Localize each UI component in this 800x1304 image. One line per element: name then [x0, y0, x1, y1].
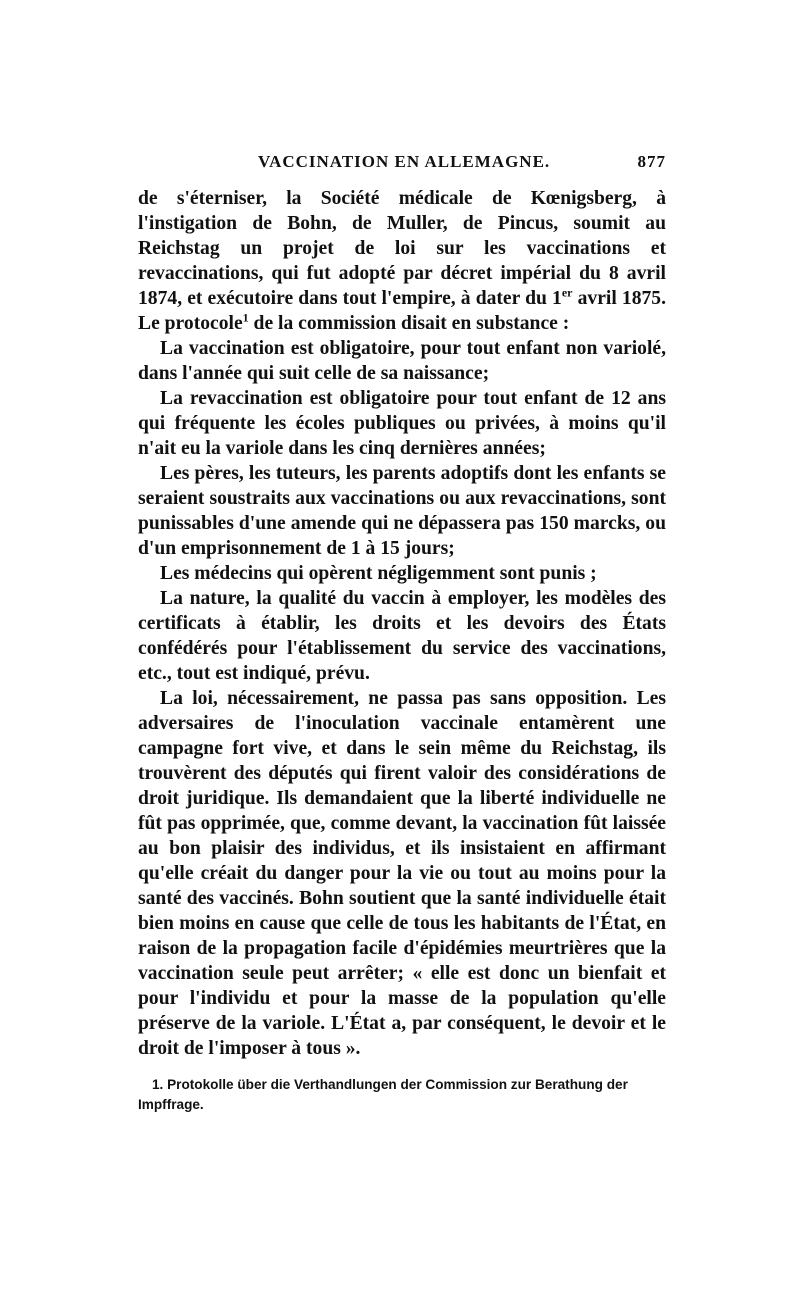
superscript-er: er: [561, 285, 573, 300]
paragraph-text: avril 1875. Le protocole: [138, 288, 666, 334]
body-text: [138, 186, 666, 1061]
paragraph-text: de la commission disait en substance :: [248, 313, 570, 334]
footnote-marker: 1: [242, 310, 249, 325]
footnote: 1. Protokolle über die Verthandlungen der Commission zur Berathung der Impffrage.: [138, 1077, 628, 1112]
paragraph-revaccination: La revaccination est obligatoire pour tout enfant de 12 ans qui fréquente les écoles publiques ou privées, à moins qu'il n'ait eu la variole dans les cinq dernières années;: [138, 388, 666, 459]
paragraph-vaccine-nature: La nature, la qualité du vaccin à employer, les modèles des certificats à établir, les droits et les devoirs des États confédérés pour l'établissement du service des vaccinations, etc., tout est indiqué, prévu.: [138, 588, 666, 684]
paragraph-continued: [138, 186, 666, 336]
running-head: [138, 152, 666, 186]
paragraph-text: de s'éterniser, la Société médicale de Kœnigsberg, à l'instigation de Bohn, de Muller, de Pincus, soumit au Reichstag un projet de loi sur les vaccinations et revaccinations, qui fut adopté par décret impérial du 8 avril 1874, et exécutoire dans tout l'empire, à dater du 1: [138, 188, 666, 309]
paragraph-opposition: La loi, nécessairement, ne passa pas sans opposition. Les adversaires de l'inoculation vaccinale entamèrent une campagne fort vive, et dans le sein même du Reichstag, ils trouvèrent des députés qui firent valoir des considérations de droit juridique. Ils demandaient que la liberté individuelle ne fût pas opprimée, que, comme devant, la vaccination fût laissée au bon plaisir des individus, et ils insistaient en affirmant qu'elle créait du danger pour la vie ou tout au moins pour la santé des vaccinés. Bohn soutient que la santé individuelle était bien moins en cause que celle de tous les habitants de l'État, en raison de la propagation facile d'épidémies meurtrières que la vaccination seule peut arrêter; « elle est donc un bienfait et pour l'individu et pour la masse de la population qu'elle préserve de la variole. L'État a, par conséquent, le devoir et le droit de l'imposer à tous ».: [138, 688, 666, 1059]
paragraph-penalties: Les pères, les tuteurs, les parents adoptifs dont les enfants se seraient soustraits aux vaccinations ou aux revaccinations, sont punissables d'une amende qui ne dépassera pas 150 marcks, ou d'un emprisonnement de 1 à 15 jours;: [138, 463, 666, 559]
book-page: [138, 152, 666, 1115]
paragraph-physicians: Les médecins qui opèrent négligemment sont punis ;: [160, 563, 597, 584]
page-number: 877: [637, 152, 666, 171]
running-title: VACCINATION EN ALLEMAGNE.: [258, 152, 551, 171]
paragraph-vaccination: La vaccination est obligatoire, pour tout enfant non variolé, dans l'année qui suit celle de sa naissance;: [138, 338, 666, 384]
